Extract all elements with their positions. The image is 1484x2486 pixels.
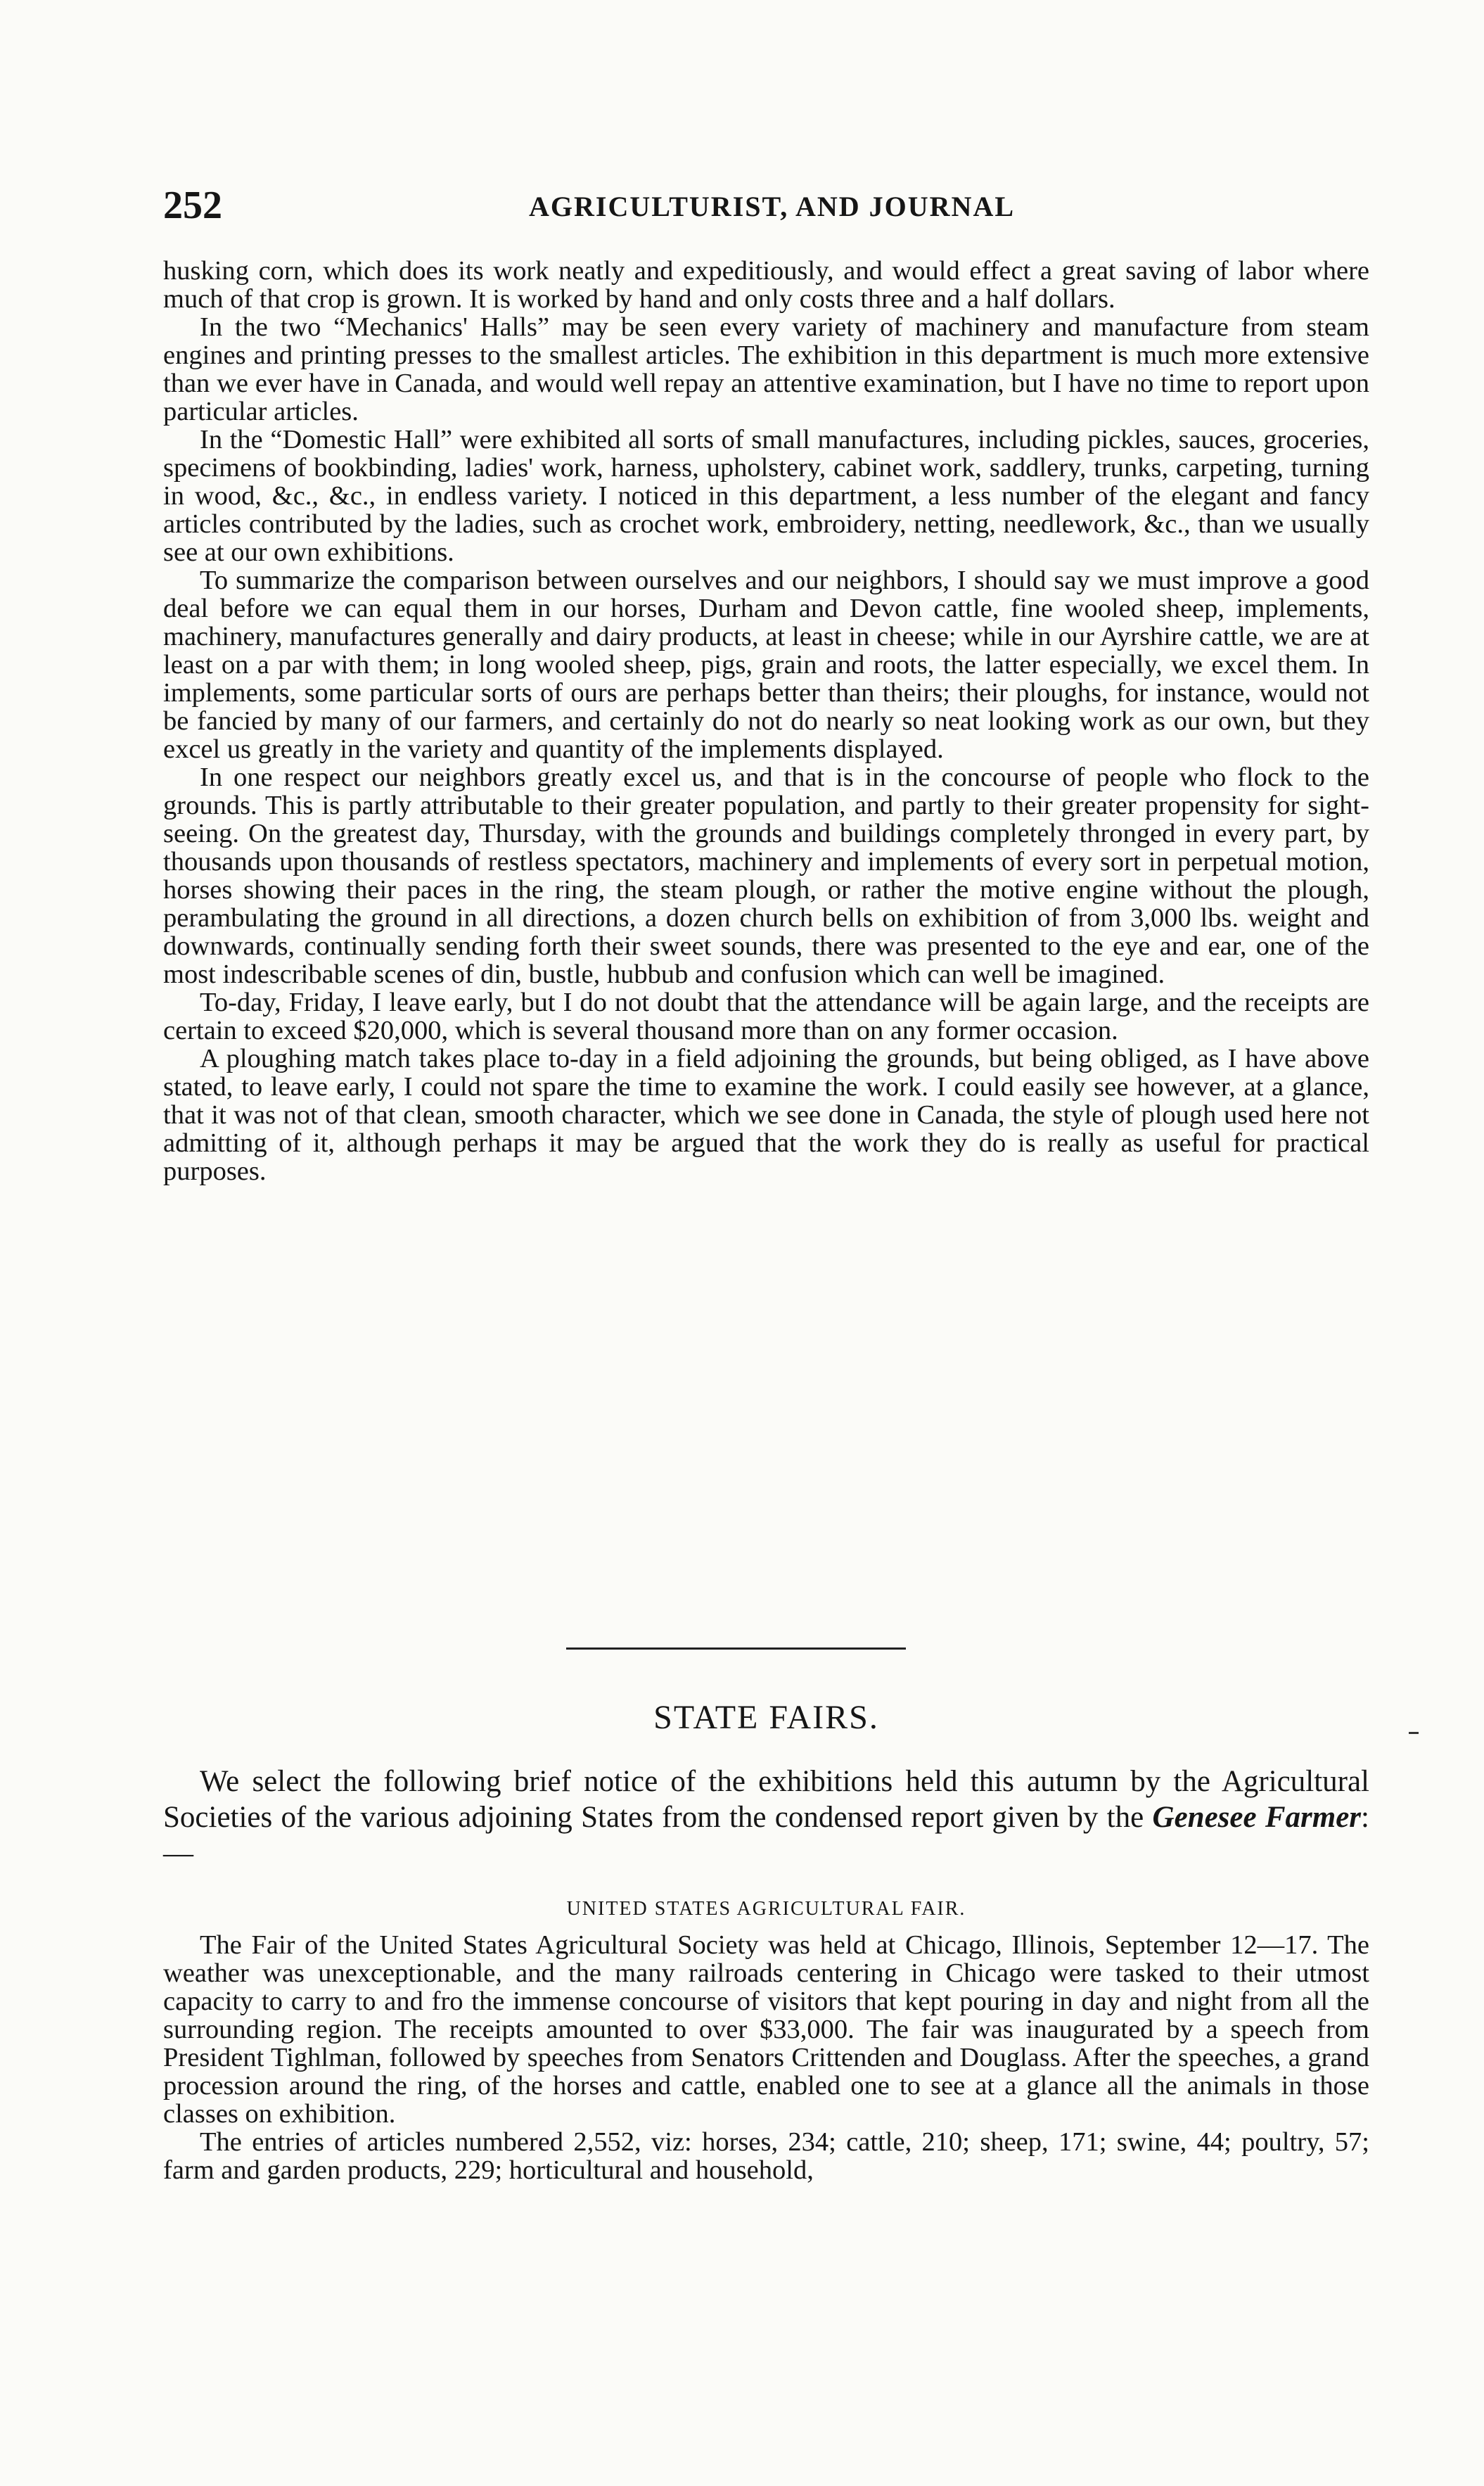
page-header	[163, 183, 1369, 232]
paragraph-entries: The entries of articles numbered 2,552, viz: horses, 234; cattle, 210; sheep, 171; swine, 44; poultry, 57; farm and garden products, 229; horticultural and household,	[163, 2127, 1369, 2185]
section-title: STATE FAIRS.	[653, 1699, 879, 1736]
paragraph-mechanics-halls: In the two “Mechanics' Halls” may be seen every variety of machinery and manufacture from steam engines and printing presses to the smallest articles. The exhibition in this department is much more extensive than we ever have in Canada, and would well repay an attentive examination, but I have no time to report upon particular articles.	[163, 312, 1369, 426]
intro-source: Genesee Farmer	[1152, 1801, 1362, 1834]
paragraph-summary: To summarize the comparison between ourselves and our neighbors, I should say we must improve a good deal before we can equal them in our horses, Durham and Devon cattle, fine wooled sheep, implements, machinery, manufactures generally and dairy products, at least in cheese; while in our Ayrshire cattle, we are at least on a par with them; in long wooled sheep, pigs, grain and roots, the latter especially, we excel them. In implements, some particular sorts of ours are perhaps better than theirs; their ploughs, for instance, would not be fancied by many of our farmers, and certainly do not do nearly so neat looking work as our own, but they excel us greatly in the variety and quantity of the implements displayed.	[163, 566, 1369, 764]
paragraph-continuation: husking corn, which does its work neatly and expeditiously, and would effect a great saving of labor where much of that crop is grown. It is worked by hand and only costs three and a half dollars.	[163, 256, 1369, 314]
article-body	[163, 257, 1369, 1185]
section-intro	[163, 1764, 1369, 1871]
margin-mark	[1409, 1732, 1419, 1734]
paragraph-ploughing-match: A ploughing match takes place to-day in a field adjoining the grounds, but being obliged, as I have above stated, to leave early, I could not spare the time to examine the work. I could easily see however, at a glance, that it was not of that clean, smooth character, which we see done in Canada, the style of plough used here not admitting of it, although perhaps it may be argued that the work they do is really as useful for practical purposes.	[163, 1044, 1369, 1186]
paragraph-domestic-hall: In the “Domestic Hall” were exhibited all sorts of small manufactures, including pickles, sauces, groceries, specimens of bookbinding, ladies' work, harness, upholstery, cabinet work, saddlery, trunks, carpeting, turning in wood, &c., &c., in endless variety. I noticed in this department, a less number of the elegant and fancy articles contributed by the ladies, such as crochet work, embroidery, netting, needlework, &c., than we usually see at our own exhibitions.	[163, 425, 1369, 567]
paragraph-fair-chicago: The Fair of the United States Agricultural Society was held at Chicago, Illinois, September 12—17. The weather was unexceptionable, and the many railroads centering in Chicago were tasked to their utmost capacity to carry to and fro the immense concourse of visitors that kept pouring in day and night from all the surrounding region. The receipts amounted to over $33,000. The fair was inaugurated by a speech from President Tighlman, followed by speeches from Senators Crittenden and Douglass. After the speeches, a grand procession around the ring, of the horses and cattle, enabled one to see at a glance all the animals in those classes on exhibition.	[163, 1930, 1369, 2129]
section-body	[163, 1931, 1369, 2184]
paragraph-friday: To-day, Friday, I leave early, but I do not doubt that the attendance will be again large, and the receipts are certain to exceed $20,000, which is several thousand more than on any former occasion.	[163, 988, 1369, 1045]
intro-text: We select the following brief notice of the exhibitions held this autumn by the Agricultural Societies of the various adjoining States from the condensed report given by the	[163, 1765, 1369, 1834]
section-divider	[566, 1647, 906, 1650]
subsection-heading: UNITED STATES AGRICULTURAL FAIR.	[566, 1898, 966, 1920]
running-head: AGRICULTURIST, AND JOURNAL	[529, 191, 1016, 222]
paragraph-concourse: In one respect our neighbors greatly excel us, and that is in the concourse of people who flock to the grounds. This is partly attributable to their greater population, and partly to their greater propensity for sight-seeing. On the greatest day, Thursday, with the grounds and buildings completely thronged in every part, by thousands upon thousands of restless spectators, machinery and implements of every sort in perpetual motion, horses showing their paces in the ring, the steam plough, or rather the motive engine without the plough, perambulating the ground in all directions, a dozen church bells on exhibition of from 3,000 lbs. weight and downwards, continually sending forth their sweet sounds, there was presented to the eye and ear, one of the most indescribable scenes of din, bustle, hubbub and confusion which can well be imagined.	[163, 763, 1369, 989]
page-number: 252	[163, 184, 222, 227]
intro-suffix: :—	[163, 1801, 1369, 1870]
